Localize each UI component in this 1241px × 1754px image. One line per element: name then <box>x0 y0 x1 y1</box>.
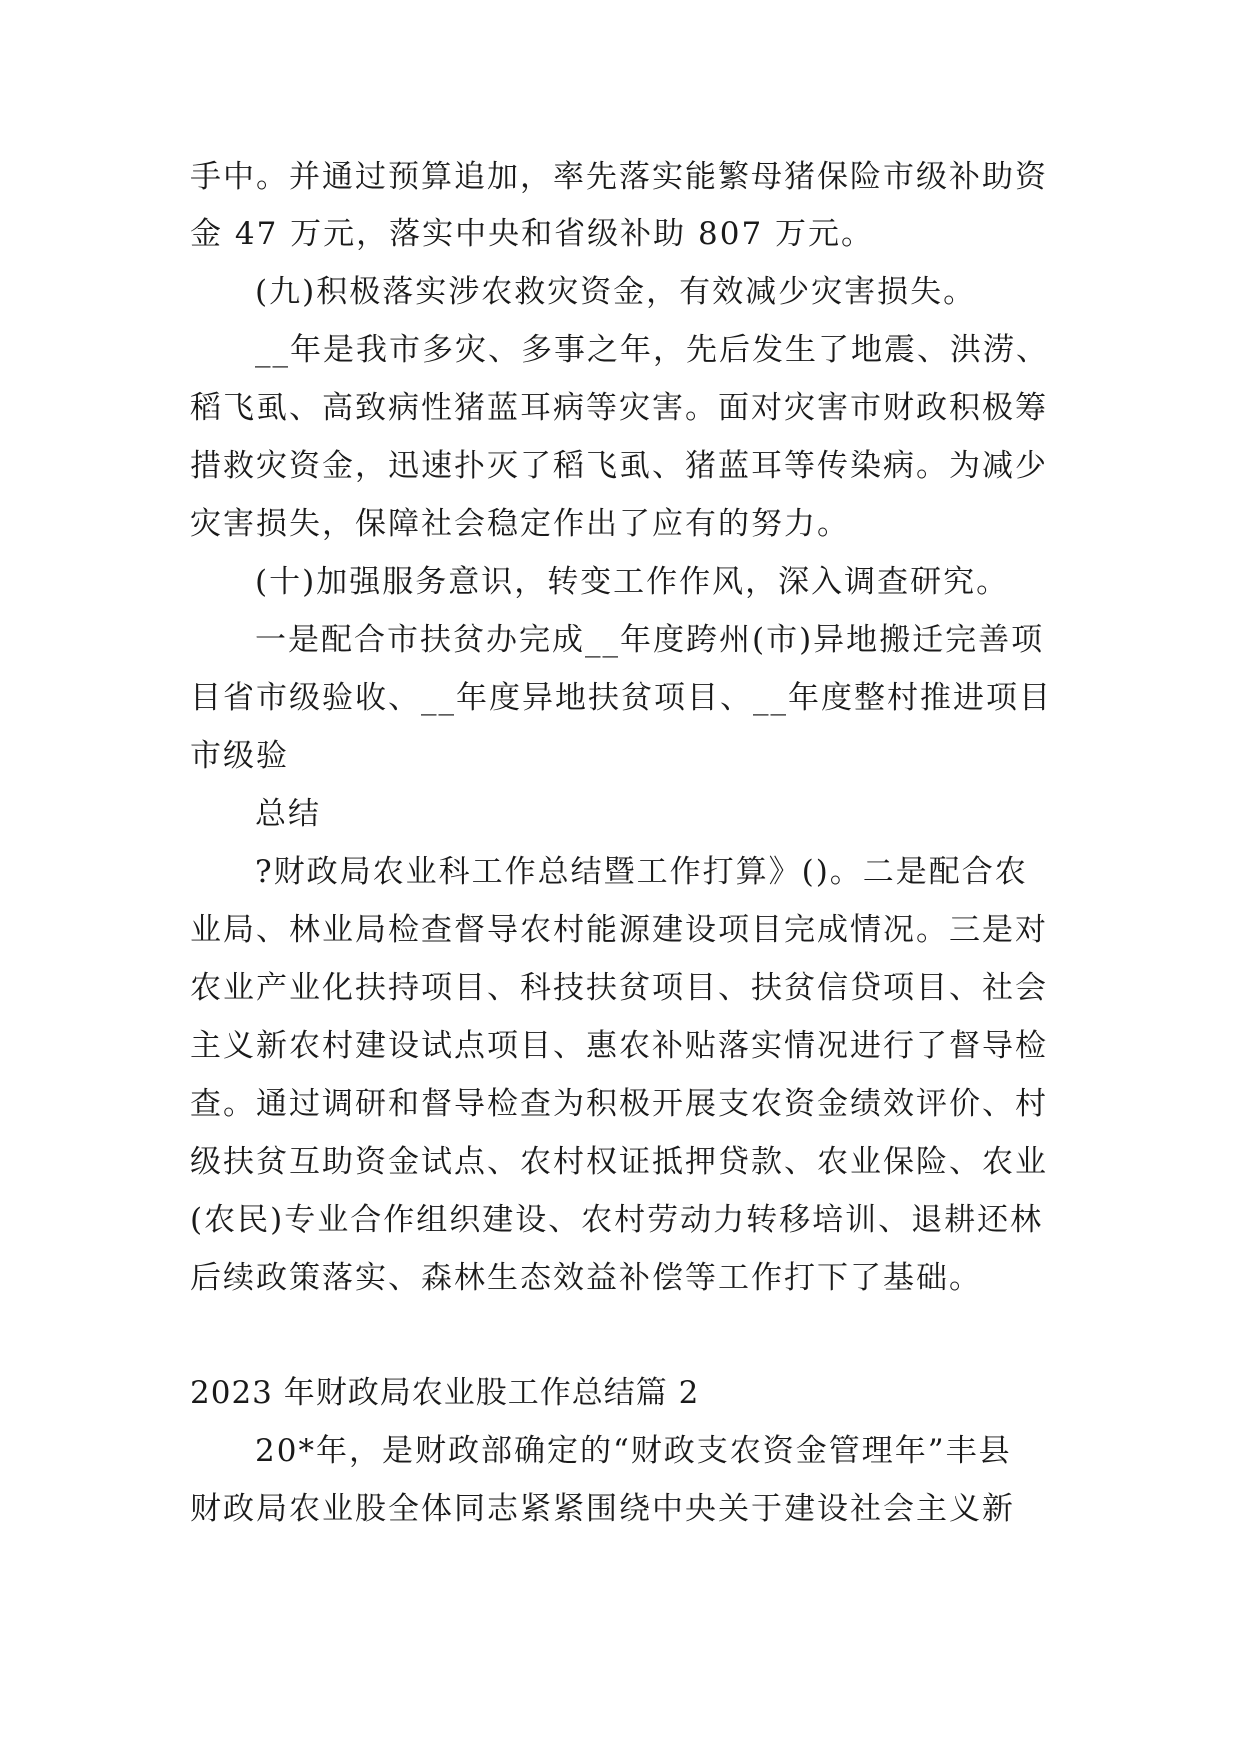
section-heading-nine: (九)积极落实涉农救灾资金，有效减少灾害损失。 <box>255 274 977 310</box>
text-line: 农业产业化扶持项目、科技扶贫项目、扶贫信贷项目、社会 <box>190 970 1048 1006</box>
text-line: 一是配合市扶贫办完成__年度跨州(市)异地搬迁完善项 <box>255 622 1045 658</box>
text-line: 主义新农村建设试点项目、惠农补贴落实情况进行了督导检 <box>190 1028 1048 1064</box>
text-line: 目省市级验收、__年度异地扶贫项目、__年度整村推进项目 <box>190 680 1052 716</box>
text-line: 手中。并通过预算追加，率先落实能繁母猪保险市级补助资 <box>190 159 1048 195</box>
text-line: ?财政局农业科工作总结暨工作打算》()。二是配合农 <box>255 854 1028 890</box>
text-line: 财政局农业股全体同志紧紧围绕中央关于建设社会主义新 <box>190 1491 1015 1527</box>
article-title: 2023 年财政局农业股工作总结篇 2 <box>190 1375 700 1411</box>
text-line: 20*年，是财政部确定的“财政支农资金管理年”丰县 <box>255 1433 1012 1469</box>
text-line: 级扶贫互助资金试点、农村权证抵押贷款、农业保险、农业 <box>190 1144 1048 1180</box>
text-line: (农民)专业合作组织建设、农村劳动力转移培训、退耕还林 <box>190 1202 1044 1238</box>
text-line: 后续政策落实、森林生态效益补偿等工作打下了基础。 <box>190 1260 982 1296</box>
text-line: 市级验 <box>190 738 289 774</box>
section-heading-ten: (十)加强服务意识，转变工作作风，深入调查研究。 <box>255 564 1010 600</box>
text-line: 总结 <box>255 796 321 832</box>
text-line: 业局、林业局检查督导农村能源建设项目完成情况。三是对 <box>190 912 1048 948</box>
text-line: 稻飞虱、高致病性猪蓝耳病等灾害。面对灾害市财政积极筹 <box>190 390 1048 426</box>
text-line: __年是我市多灾、多事之年，先后发生了地震、洪涝、 <box>255 332 1049 368</box>
text-line: 金 47 万元，落实中央和省级补助 807 万元。 <box>190 216 875 252</box>
text-line: 查。通过调研和督导检查为积极开展支农资金绩效评价、村 <box>190 1086 1048 1122</box>
text-line: 灾害损失，保障社会稳定作出了应有的努力。 <box>190 506 850 542</box>
text-line: 措救灾资金，迅速扑灭了稻飞虱、猪蓝耳等传染病。为减少 <box>190 448 1048 484</box>
